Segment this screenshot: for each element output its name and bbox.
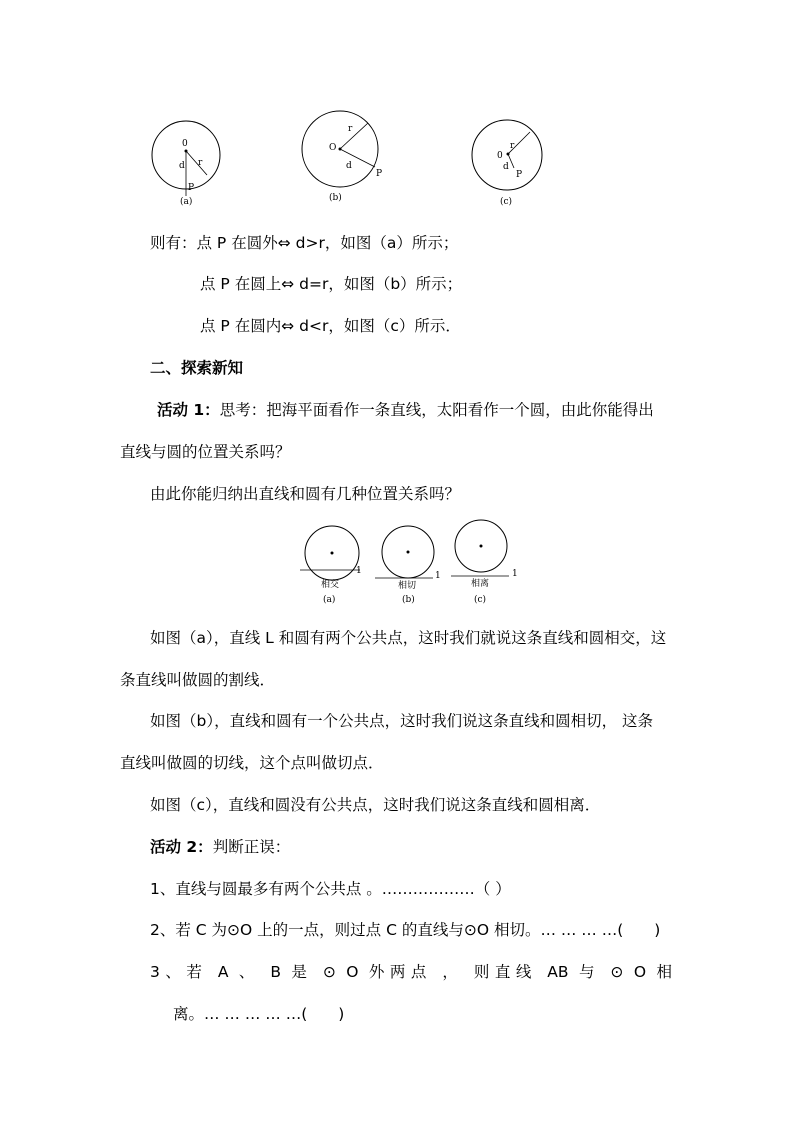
explanation-b-line1: 如图（b），直线和圆有一个公共点，这时我们说这条直线和圆相切， 这条	[150, 712, 654, 730]
mid-line-label-b: 1	[435, 571, 441, 581]
activity2-item-3-line2: 离。… … … … …( )	[173, 1005, 345, 1023]
d-label-a: d	[179, 161, 185, 171]
r-label-a: r	[198, 158, 203, 168]
caption-b: (b)	[329, 193, 342, 203]
conclusion-outside: 则有：点 P 在圆外⇔ d>r，如图（a）所示；	[150, 234, 459, 252]
figure-b-point-on	[300, 110, 395, 210]
mid-line-label-c: 1	[512, 569, 518, 579]
activity2-heading	[150, 837, 290, 857]
d-label-b: d	[346, 161, 352, 171]
mid-line-label-a: 1	[356, 566, 362, 576]
figure-a-point-outside	[150, 118, 230, 213]
mid-caption-c: (c)	[474, 595, 487, 605]
activity1-line1	[157, 400, 654, 420]
explanation-a-line1: 如图（a），直线 L 和圆有两个公共点，这时我们就说这条直线和圆相交，这	[150, 629, 667, 647]
mid-center-b	[407, 551, 410, 554]
activity2-label: 活动 2：	[150, 838, 213, 856]
figure-c-point-inside	[470, 118, 555, 213]
center-label-b: O	[329, 143, 337, 153]
explanation-a-line2: 条直线叫做圆的割线．	[120, 671, 276, 689]
activity2-text: 判断正误：	[212, 838, 291, 856]
activity1-question: 由此你能归纳出直线和圆有几种位置关系吗？	[150, 485, 461, 503]
p-label-c: P	[516, 170, 523, 180]
mid-name-a: 相交	[321, 580, 340, 590]
caption-c: (c)	[500, 197, 513, 207]
r-label-c: r	[510, 141, 515, 151]
activity2-item-3-line1: 3、若 A 、 B 是 ⊙ O 外两点 ， 则直线 AB 与 ⊙ O 相	[150, 963, 672, 981]
caption-a: (a)	[180, 197, 193, 207]
conclusion-inside: 点 P 在圆内⇔ d<r，如图（c）所示．	[200, 317, 461, 335]
center-label-a: 0	[182, 139, 188, 149]
activity1-line2: 直线与圆的位置关系吗？	[120, 443, 291, 461]
p-label-b: P	[376, 169, 383, 179]
distance-c	[508, 154, 514, 168]
mid-center-a	[331, 552, 334, 555]
mid-name-c: 相离	[471, 579, 490, 589]
activity1-label: 活动 1：	[157, 401, 220, 419]
explanation-b-line2: 直线叫做圆的切线，这个点叫做切点．	[120, 754, 384, 772]
mid-caption-b: (b)	[402, 595, 415, 605]
activity2-item-1: 1、直线与圆最多有两个公共点 。………………（ ）	[150, 880, 511, 898]
conclusion-on: 点 P 在圆上⇔ d=r，如图（b）所示；	[200, 275, 463, 293]
activity2-item-2: 2、若 C 为⊙O 上的一点，则过点 C 的直线与⊙O 相切。… … … …( )	[150, 921, 661, 939]
center-label-c: 0	[497, 151, 503, 161]
section-title: 二、探索新知	[150, 359, 244, 377]
activity1-text: 思考：把海平面看作一条直线，太阳看作一个圆，由此你能得出	[219, 401, 654, 419]
mid-center-c	[480, 545, 483, 548]
p-label-a: P	[188, 183, 195, 193]
radius-b	[340, 123, 368, 149]
r-label-b: r	[348, 124, 353, 134]
mid-name-b: 相切	[398, 581, 417, 591]
figure-line-circle-relations	[298, 522, 528, 607]
d-label-c: d	[503, 162, 509, 172]
mid-caption-a: (a)	[323, 595, 336, 605]
radius-a	[186, 151, 207, 175]
explanation-c-line1: 如图（c），直线和圆没有公共点，这时我们说这条直线和圆相离．	[150, 796, 601, 814]
